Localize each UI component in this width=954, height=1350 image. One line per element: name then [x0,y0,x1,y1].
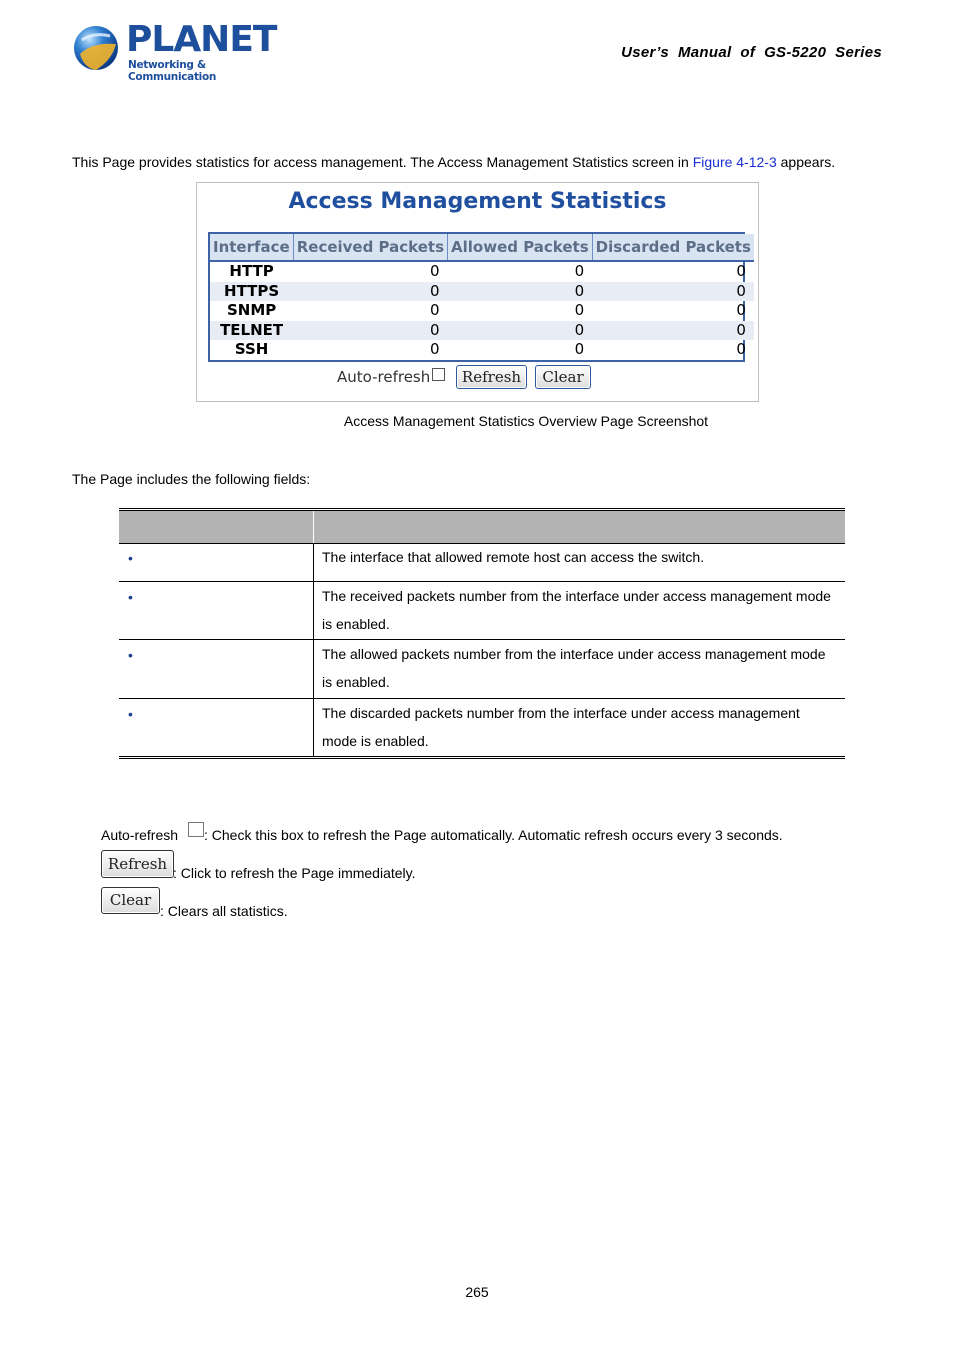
allowed-cell: 0 [448,321,593,341]
table-bottom-rule [119,756,845,759]
received-cell: 0 [429,340,440,359]
logo-wordmark: PLANET [126,19,277,60]
bullet-icon: • [128,589,133,605]
bullet-icon: • [128,647,133,663]
received-cell: 0 [429,301,440,320]
column-header-received: Received Packets [293,234,447,261]
column-header-interface: Interface [210,234,293,261]
screenshot-frame [196,182,759,402]
allowed-cell: 0 [574,340,585,359]
received-cell: 0 [293,321,447,341]
column-header-discarded: Discarded Packets [592,234,754,261]
clear-button[interactable]: Clear [535,365,591,389]
refresh-button-sample[interactable]: Refresh [101,850,174,878]
auto-refresh-explanation [101,827,178,843]
interface-cell: HTTP [229,262,274,281]
globe-icon [72,24,120,72]
column-divider [313,543,314,581]
table-row [119,543,845,582]
table-row [210,340,754,360]
table-header-row [119,511,845,544]
received-cell: 0 [429,262,440,281]
bullet-icon: • [128,550,133,566]
column-divider [313,699,314,756]
discarded-cell: 0 [736,340,746,359]
interface-cell: SNMP [226,301,277,320]
field-description: The interface that allowed remote host can access the switch. [322,549,705,565]
received-cell: 0 [293,282,447,302]
screenshot-title: Access Management Statistics [288,189,667,214]
column-divider [313,640,314,698]
auto-refresh-checkbox-sample[interactable] [188,822,204,837]
figure-link[interactable]: Figure 4-12-3 [692,154,777,170]
allowed-cell: 0 [574,262,585,281]
column-divider [313,582,314,639]
auto-refresh-term: Auto-refresh [101,827,179,843]
discarded-cell: 0 [736,301,746,320]
table-row [119,640,845,699]
refresh-button[interactable]: Refresh [456,365,527,389]
intro-text-before: This Page provides statistics for access management. The Access Management Statistics screen in [72,154,693,170]
header-separator [313,511,314,543]
field-description: The discarded packets number from the interface under access management mode is enabled. [322,705,800,749]
interface-cell: HTTPS [210,282,293,302]
auto-refresh-checkbox[interactable] [432,368,445,381]
logo-tagline: Networking & Communication [128,59,217,83]
clear-description: : Clears all statistics. [160,903,288,919]
manual-title: User’s Manual of GS-5220 Series [621,44,882,61]
figure-caption: Access Management Statistics Overview Page Screenshot [343,413,709,429]
table-row [210,282,754,302]
page-number: 265 [465,1284,489,1300]
clear-button-sample[interactable]: Clear [101,887,160,914]
table-row [210,261,754,282]
table-row [210,321,754,341]
allowed-cell: 0 [448,282,593,302]
field-description: The allowed packets number from the interface under access management mode is enabled. [322,646,826,690]
fields-intro: The Page includes the following fields: [72,471,311,487]
table-row [119,582,845,640]
table-row [119,699,845,756]
field-description: The received packets number from the interface under access management mode is enabled. [322,588,831,632]
discarded-cell: 0 [592,282,754,302]
auto-refresh-label: Auto-refresh [337,368,431,386]
refresh-description: : Click to refresh the Page immediately. [173,865,416,881]
intro-text-after: appears. [776,154,836,170]
column-header-allowed: Allowed Packets [448,234,593,261]
bullet-icon: • [128,706,133,722]
interface-cell: TELNET [210,321,293,341]
discarded-cell: 0 [736,262,746,281]
interface-cell: SSH [234,340,269,359]
table-row [210,301,754,321]
planet-logo [72,19,277,83]
intro-paragraph [72,154,835,170]
auto-refresh-description: : Check this box to refresh the Page automatically. Automatic refresh occurs every 3 seconds. [204,827,783,843]
allowed-cell: 0 [574,301,585,320]
statistics-table [208,232,751,362]
discarded-cell: 0 [592,321,754,341]
